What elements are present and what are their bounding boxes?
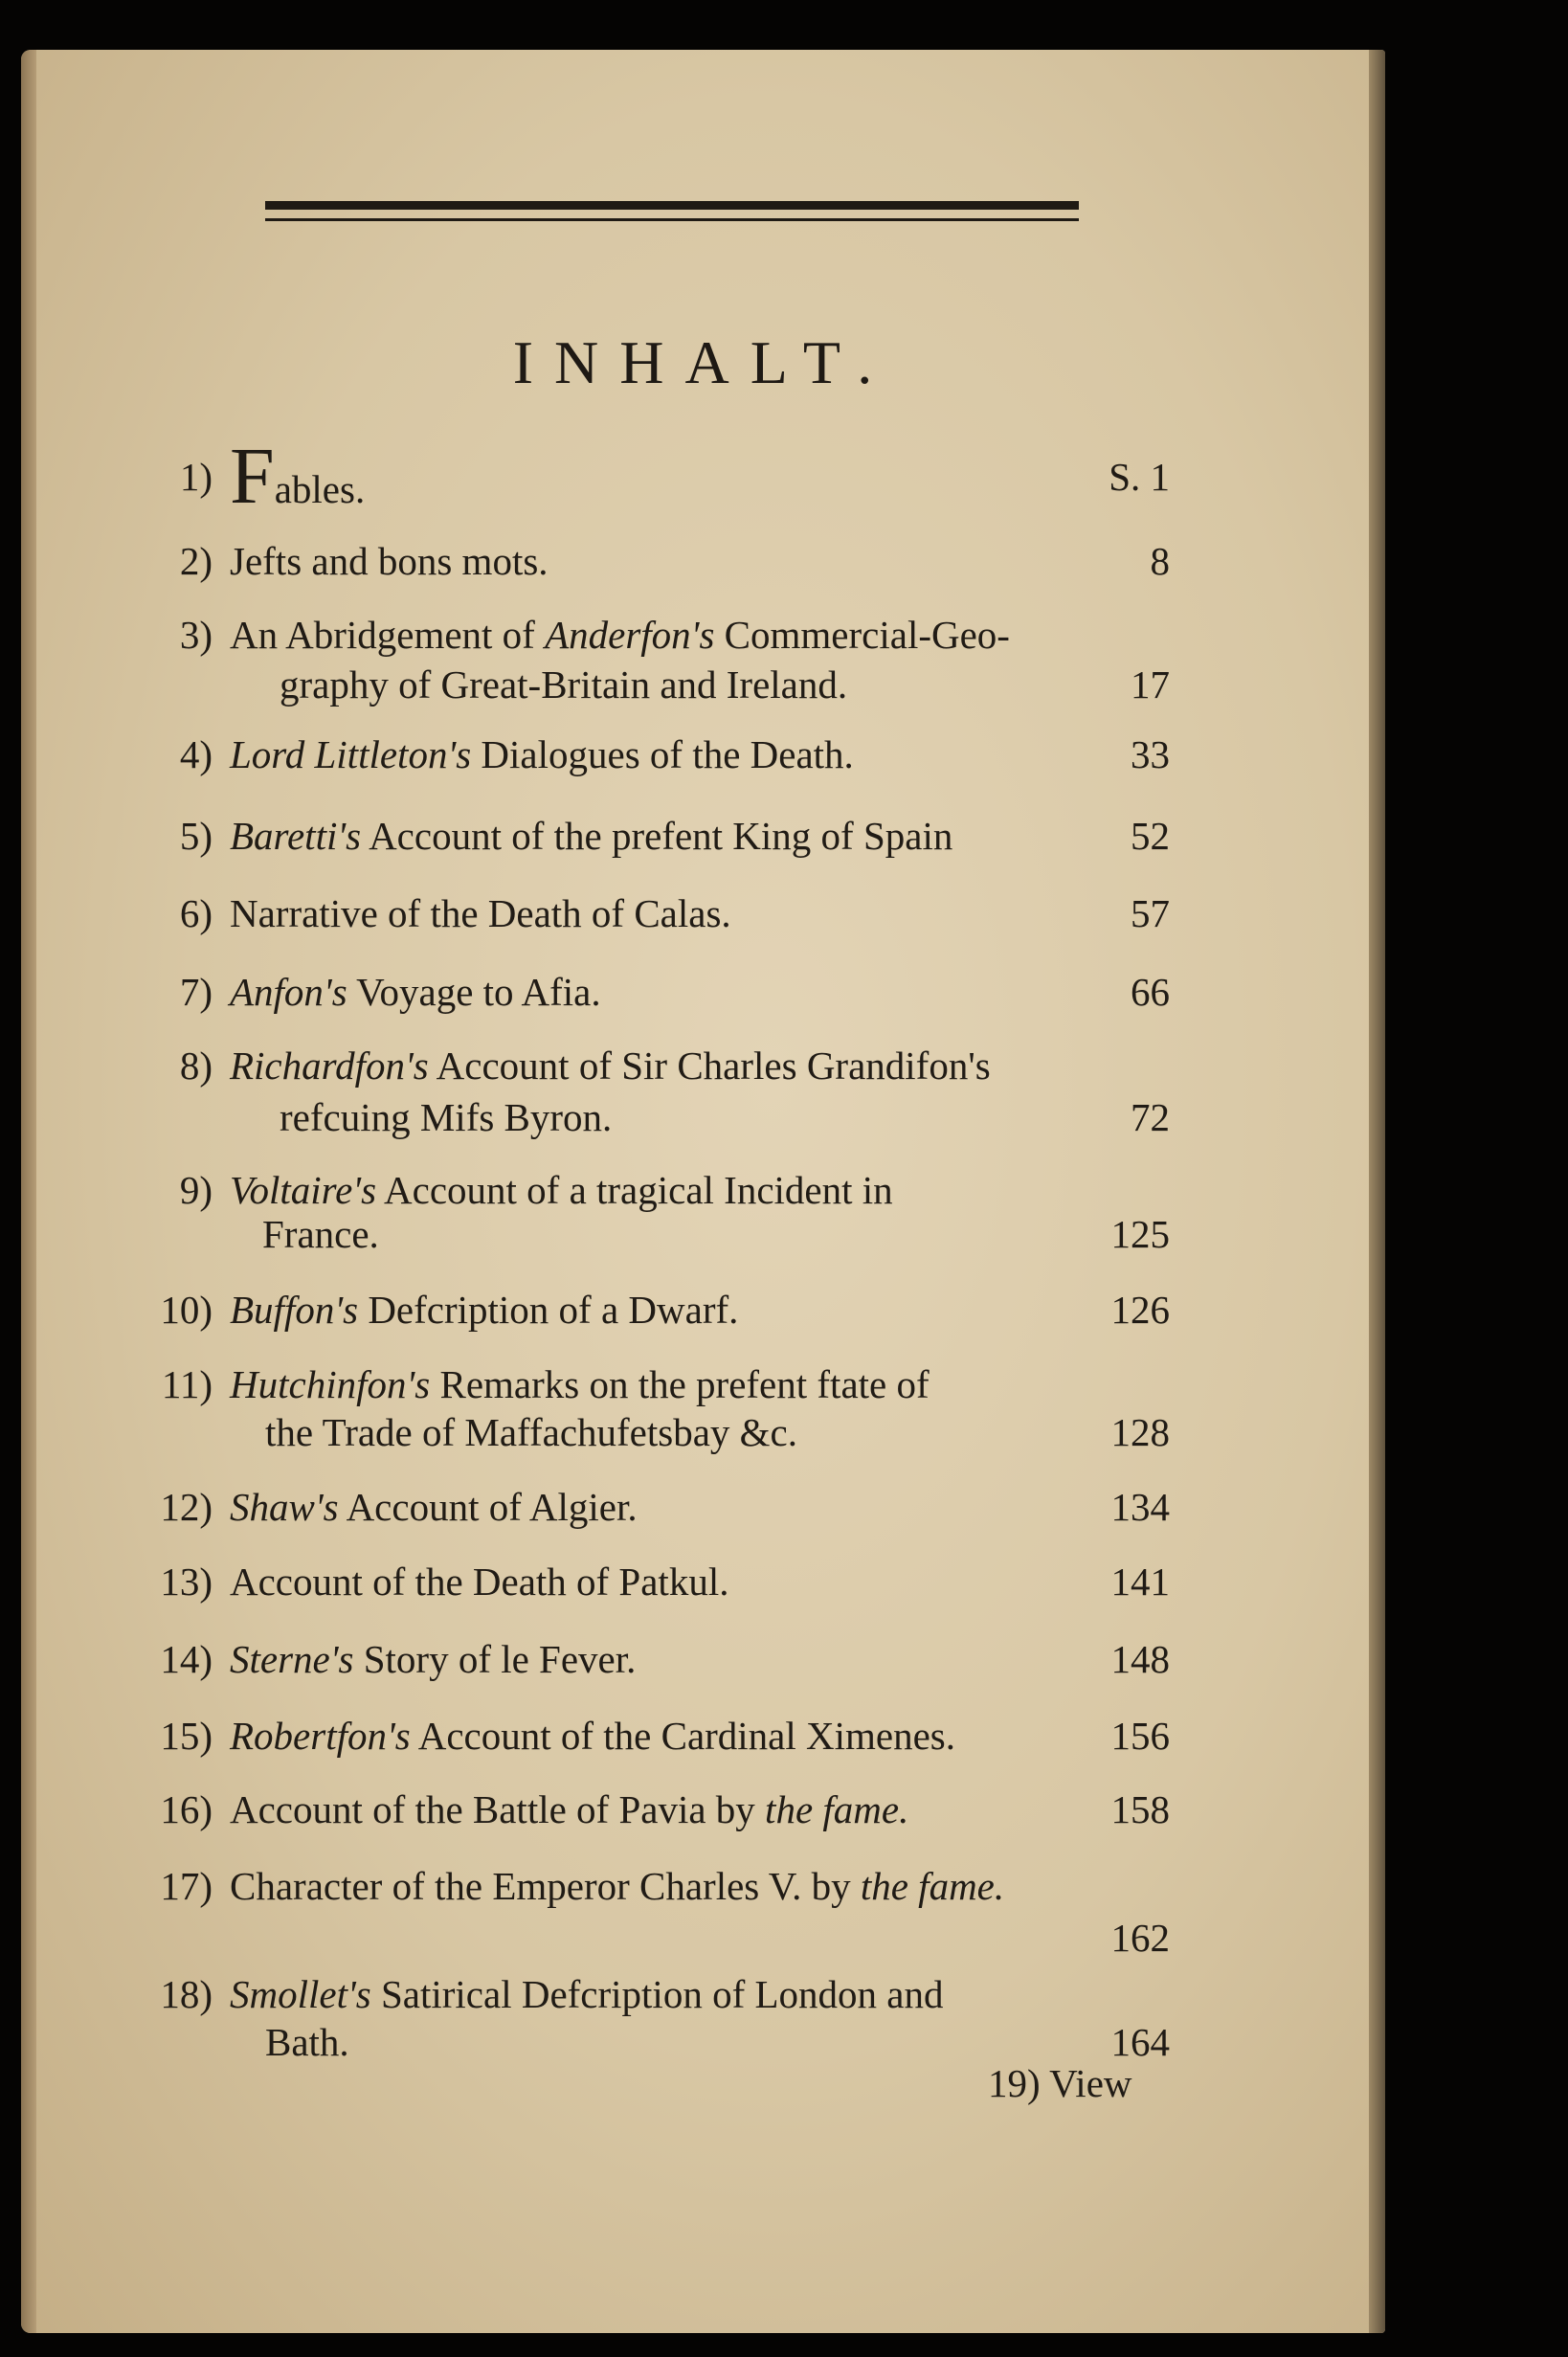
- entry-number: 14): [160, 1637, 213, 1681]
- entry-title: Buffon's Defcription of a Dwarf.: [230, 1288, 739, 1332]
- entry-title: Character of the Emperor Charles V. by the fame.: [230, 1864, 1005, 1908]
- entry-title: Sterne's Story of le Fever.: [230, 1637, 637, 1681]
- toc-entry: [98, 1969, 1170, 2075]
- entry-title: Robertfon's Account of the Cardinal Ximenes.: [230, 1714, 956, 1758]
- entry-number: 4): [179, 732, 213, 776]
- entry-title: Smollet's Satirical Defcription of London and: [230, 1972, 944, 2016]
- entry-number: 15): [160, 1714, 213, 1758]
- entry-title: Anfon's Voyage to Afia.: [230, 970, 601, 1014]
- entry-page: 66: [1131, 970, 1170, 1014]
- entry-title: Account of the Death of Patkul.: [230, 1560, 729, 1604]
- entry-page: 8: [1150, 539, 1170, 583]
- entry-page: 57: [1131, 891, 1170, 935]
- entry-page: S. 1: [1109, 455, 1170, 499]
- entry-title: Narrative of the Death of Calas.: [230, 891, 731, 935]
- entry-title: Voltaire's Account of a tragical Incident in: [230, 1168, 893, 1212]
- entry-page: 141: [1110, 1560, 1170, 1604]
- entry-page: 134: [1110, 1485, 1170, 1529]
- entry-number: 6): [179, 891, 213, 935]
- entry-title: Fables.: [230, 432, 366, 521]
- entry-page: 125: [1110, 1212, 1170, 1256]
- entry-title-rest: ables.: [274, 467, 366, 511]
- entry-title: Richardfon's Account of Sir Charles Grandifon's: [230, 1044, 991, 1088]
- entry-number: 8): [179, 1044, 213, 1088]
- toc-entry: [98, 1165, 1170, 1270]
- entry-number: 1): [179, 455, 213, 499]
- page-title: INHALT.: [512, 328, 894, 396]
- toc-entry: [98, 1359, 1170, 1465]
- entry-number: 18): [160, 1972, 213, 2016]
- book-page: [21, 50, 1385, 2333]
- entry-title: Jefts and bons mots.: [230, 539, 549, 583]
- entry-page: 164: [1110, 2020, 1170, 2064]
- entry-title: An Abridgement of Anderfon's Commercial-Geo-: [230, 613, 1010, 657]
- entry-continuation: Bath.: [265, 2020, 349, 2064]
- entry-title: Hutchinfon's Remarks on the prefent ftate of: [230, 1362, 930, 1406]
- entry-page: 158: [1110, 1787, 1170, 1831]
- entry-number: 11): [161, 1362, 213, 1406]
- entry-page: 126: [1110, 1288, 1170, 1332]
- entry-title: Shaw's Account of Algier.: [230, 1485, 638, 1529]
- entry-continuation: refcuing Mifs Byron.: [280, 1095, 613, 1139]
- entry-title: Baretti's Account of the prefent King of Spain: [230, 814, 953, 858]
- entry-continuation: graphy of Great-Britain and Ireland.: [280, 662, 848, 707]
- entry-page: 156: [1110, 1714, 1170, 1758]
- entry-number: 2): [179, 539, 213, 583]
- entry-number: 17): [160, 1864, 213, 1908]
- entry-title: Lord Littleton's Dialogues of the Death.: [230, 732, 854, 776]
- entry-page: 72: [1131, 1095, 1170, 1139]
- entry-continuation: France.: [262, 1212, 379, 1256]
- toc-entry: [98, 1861, 1170, 1966]
- entry-number: 13): [160, 1560, 213, 1604]
- entry-page: 52: [1131, 814, 1170, 858]
- toc-entry: [98, 610, 1170, 715]
- entry-number: 3): [179, 613, 213, 657]
- entry-title: Account of the Battle of Pavia by the fame.: [230, 1787, 909, 1831]
- header-rule-thin: [265, 218, 1079, 221]
- entry-page: 162: [1110, 1916, 1170, 1960]
- entry-page: 33: [1131, 732, 1170, 776]
- entry-page: 128: [1110, 1410, 1170, 1454]
- toc-entry: [98, 1041, 1170, 1146]
- catchword: 19) View: [988, 2061, 1132, 2105]
- entry-continuation: the Trade of Maffachufetsbay &c.: [265, 1410, 798, 1454]
- entry-page: 17: [1131, 662, 1170, 707]
- entry-number: 9): [179, 1168, 213, 1212]
- header-rule-thick: [265, 201, 1079, 210]
- entry-number: 10): [160, 1288, 213, 1332]
- entry-number: 16): [160, 1787, 213, 1831]
- entry-page: 148: [1110, 1637, 1170, 1681]
- entry-number: 7): [179, 970, 213, 1014]
- entry-number: 5): [179, 814, 213, 858]
- entry-number: 12): [160, 1485, 213, 1529]
